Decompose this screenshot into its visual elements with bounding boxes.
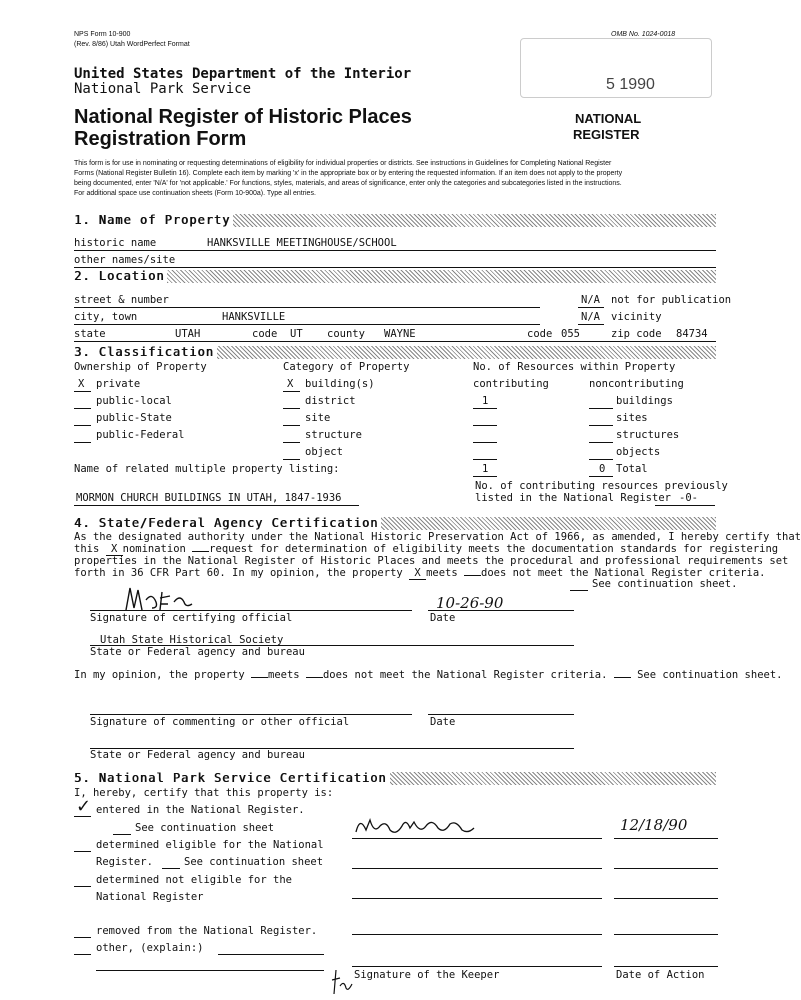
section-1-header <box>74 214 716 227</box>
cert-nomination: nomination <box>122 543 186 555</box>
entered-label: entered in the National Register. <box>96 804 305 816</box>
city-value: HANKSVILLE <box>222 311 286 323</box>
cert-meets: meets <box>426 567 458 579</box>
total-label: Total <box>616 463 648 475</box>
stamp-date: 5 1990 <box>606 76 655 93</box>
agency-value: Utah State Historical Society <box>100 634 284 646</box>
objects-label: objects <box>616 446 661 458</box>
section-3-header <box>74 346 716 359</box>
cert-this: this <box>74 543 100 555</box>
ownership-private-label: private <box>96 378 141 390</box>
category-structure-label: structure <box>305 429 362 441</box>
zip-label: zip code <box>611 328 662 340</box>
related-listing-value: MORMON CHURCH BUILDINGS IN UTAH, 1847-1936 <box>76 492 342 504</box>
keeper-signature-label: Signature of the Keeper <box>354 969 500 981</box>
category-object-label: object <box>305 446 343 458</box>
category-district-label: district <box>305 395 356 407</box>
opinion-line <box>74 669 783 681</box>
section-5-header <box>74 772 716 785</box>
signature-commenting-label: Signature of commenting or other official <box>90 716 350 728</box>
city-label: city, town <box>74 311 138 323</box>
certifying-date: 10-26-90 <box>436 594 504 612</box>
total-noncontributing: 0 <box>599 463 606 475</box>
section-3-title: 3. Classification <box>74 345 217 359</box>
category-site-label: site <box>305 412 331 424</box>
ownership-public-state-label: public-State <box>96 412 172 424</box>
keeper-signature <box>352 812 477 840</box>
ownership-public-local-label: public-local <box>96 395 172 407</box>
other-names-label: other names/site <box>74 254 176 266</box>
see-continuation-1: See continuation sheet. <box>592 578 738 590</box>
instruction-line: being documented, enter 'N/A' for 'not applicable.' For functions, styles, materials, and areas of significance, enter only the categories and subcategories listed in the instructions. <box>74 180 622 187</box>
cert-forth: forth in 36 CFR Part 60. In my opinion, the property <box>74 567 403 579</box>
county-label: county <box>327 328 365 340</box>
keeper-date: 12/18/90 <box>620 816 688 834</box>
determined-eligible-line2: Register. <box>96 856 153 868</box>
ownership-heading: Ownership of Property <box>74 361 207 373</box>
noncontributing-label: noncontributing <box>589 378 684 390</box>
not-eligible-line2: National Register <box>96 891 204 903</box>
sites-label: sites <box>616 412 648 424</box>
contributing-label: contributing <box>473 378 549 390</box>
section-1-title: 1. Name of Property <box>74 213 233 227</box>
instruction-line: Forms (National Register Bulletin 16). Complete each item by marking 'x' in the appropriate box or by entering the requested information. If an item does not apply to the property <box>74 170 623 177</box>
removed-label: removed from the National Register. <box>96 925 318 937</box>
county-code-label: code <box>527 328 553 340</box>
resources-heading: No. of Resources within Property <box>473 361 676 373</box>
county-code-value: 055 <box>561 328 580 340</box>
date-label-2: Date <box>430 716 456 728</box>
vicinity-value: N/A <box>581 311 600 323</box>
signature-certifying-label: Signature of certifying official <box>90 612 293 624</box>
not-for-publication-value: N/A <box>581 294 600 306</box>
form-subtitle: Registration Form <box>74 128 247 150</box>
opinion-text: In my opinion, the property <box>74 669 245 681</box>
previously-listed-value: -0- <box>679 492 698 504</box>
certification-para-line3: properties in the National Register of Historic Places and meets the procedural and professional requirements set <box>74 555 789 567</box>
section-4-header <box>74 517 716 530</box>
section-2-title: 2. Location <box>74 269 167 283</box>
agency-label-2: State or Federal agency and bureau <box>90 749 305 761</box>
nomination-mark: X <box>106 543 123 556</box>
street-label: street & number <box>74 294 169 306</box>
determined-eligible-line1: determined eligible for the National <box>96 839 324 851</box>
state-value: UTAH <box>175 328 201 340</box>
ownership-public-federal-label: public-Federal <box>96 429 185 441</box>
category-building-mark: X <box>287 378 294 390</box>
county-value: WAYNE <box>384 328 416 340</box>
for-annotation <box>330 966 354 996</box>
section-4-title: 4. State/Federal Agency Certification <box>74 516 381 530</box>
not-eligible-line1: determined not eligible for the <box>96 874 292 886</box>
entered-check-mark: ✓ <box>76 796 92 817</box>
form-title: National Register of Historic Places <box>74 106 412 128</box>
ownership-private-mark: X <box>78 378 85 390</box>
state-label: state <box>74 328 106 340</box>
department-name: United States Department of the Interior <box>74 66 412 82</box>
related-listing-label: Name of related multiple property listing: <box>74 463 340 475</box>
register-stamp-word2: REGISTER <box>573 127 640 142</box>
previously-listed-line2: listed in the National Register <box>475 492 671 504</box>
see-continuation-2: See continuation sheet. <box>637 669 783 681</box>
instructions <box>74 159 622 199</box>
nps-intro: I, hereby, certify that this property is: <box>74 787 334 799</box>
state-code-value: UT <box>290 328 303 340</box>
opinion-does-not-meet: does not meet the National Register criteria. <box>322 669 608 681</box>
total-contributing: 1 <box>482 463 489 475</box>
instruction-line: This form is for use in nominating or requesting determinations of eligibility for individual properties or districts. See instructions in Guidelines for Completing National Register <box>74 160 612 167</box>
service-name: National Park Service <box>74 81 252 97</box>
date-of-action-label: Date of Action <box>616 969 705 981</box>
see-continuation-3: See continuation sheet <box>135 822 275 834</box>
previously-listed-line1: No. of contributing resources previously <box>475 480 728 492</box>
agency-label: State or Federal agency and bureau <box>90 646 305 658</box>
form-revision: (Rev. 8/86) Utah WordPerfect Format <box>74 41 190 48</box>
form-number: NPS Form 10-900 <box>74 31 131 38</box>
section-5-title: 5. National Park Service Certification <box>74 771 390 785</box>
omb-number: OMB No. 1024-0018 <box>611 31 676 38</box>
not-for-publication-label: not for publication <box>611 294 732 306</box>
date-label-1: Date <box>430 612 456 624</box>
instruction-line: For additional space use continuation sheets (Form 10-900a). Type all entries. <box>74 190 316 197</box>
opinion-meets: meets <box>268 669 300 681</box>
section-2-header <box>74 270 716 283</box>
category-heading: Category of Property <box>283 361 410 373</box>
register-stamp-word1: NATIONAL <box>575 111 642 126</box>
meets-mark: X <box>409 567 426 580</box>
structures-label: structures <box>616 429 680 441</box>
see-continuation-4: See continuation sheet <box>184 856 324 868</box>
historic-name-value: HANKSVILLE MEETINGHOUSE/SCHOOL <box>207 237 397 249</box>
other-explain-label: other, (explain:) <box>96 942 204 954</box>
cert-does-not-meet: does not meet the National Register criteria. <box>481 567 766 579</box>
cert-request: request for determination of eligibility meets the documentation standards for registering <box>209 543 779 555</box>
certification-para-line1: As the designated authority under the National Historic Preservation Act of 1966, as amended, I hereby certify that <box>74 531 801 543</box>
state-code-label: code <box>252 328 278 340</box>
buildings-label: buildings <box>616 395 673 407</box>
historic-name-label: historic name <box>74 237 157 249</box>
vicinity-label: vicinity <box>611 311 662 323</box>
buildings-contributing: 1 <box>482 395 489 407</box>
category-building-label: building(s) <box>305 378 375 390</box>
zip-value: 84734 <box>676 328 708 340</box>
